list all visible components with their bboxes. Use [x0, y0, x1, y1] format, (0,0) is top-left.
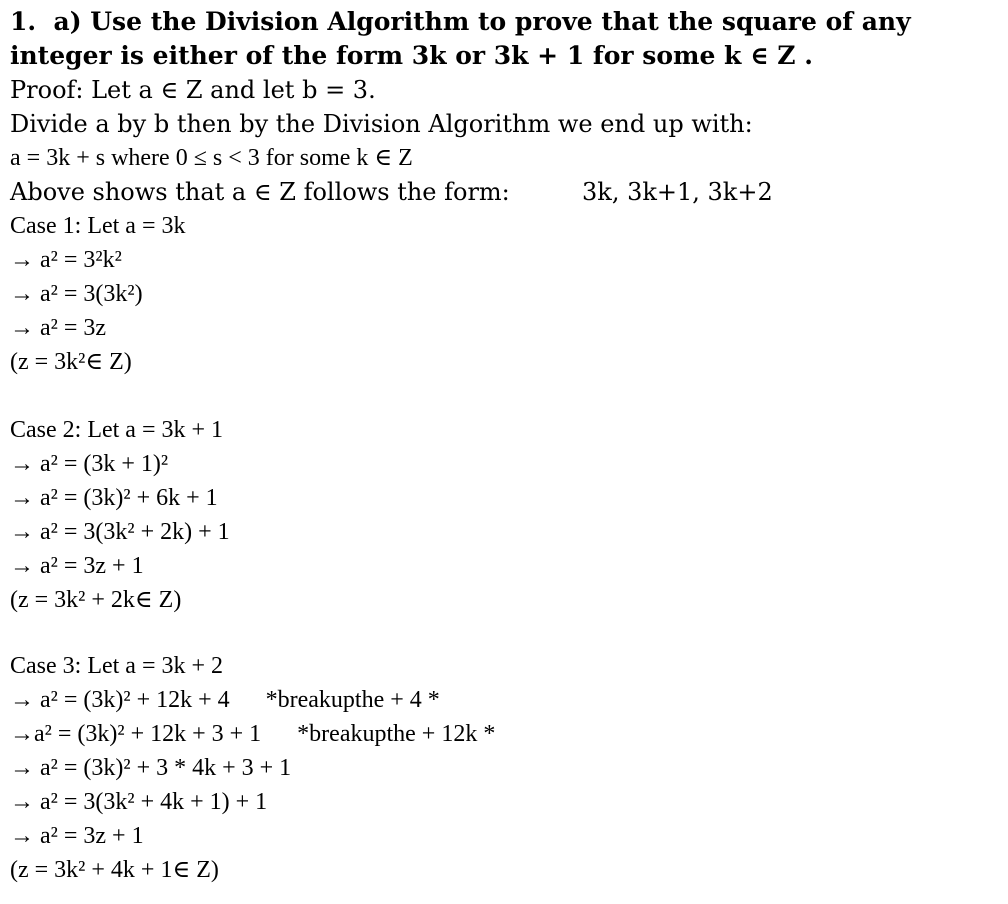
forms-label: Above shows that a ∈ Z follows the form: [10, 178, 510, 206]
case-1-step: → a² = 3(3k²) [10, 281, 143, 307]
case-2-heading: Case 2: Let a = 3k + 1 [10, 417, 224, 443]
case-3-step: → a² = 3z + 1 [10, 823, 144, 849]
case-3-step: → a² = (3k)² + 3 * 4k + 3 + 1 [10, 755, 292, 781]
case-2-step: → a² = (3k + 1)² [10, 451, 169, 477]
case-3-step: → a² = 3(3k² + 4k + 1) + 1 [10, 789, 268, 815]
problem-statement-line-2: integer is either of the form 3k or 3k + 1 for some k ∈ Z . [10, 41, 813, 70]
case-3-step: → a² = (3k)² + 12k + 4 *breakupthe + 4 * [10, 687, 440, 713]
division-result: a = 3k + s where 0 ≤ s < 3 for some k ∈ Z [10, 145, 413, 171]
case-2-step: → a² = 3z + 1 [10, 553, 144, 579]
case-3-step: (z = 3k² + 4k + 1∈ Z) [10, 857, 219, 883]
problem-statement-line-1: 1. a) Use the Division Algorithm to prove that the square of any [10, 7, 911, 36]
case-3-step: →a² = (3k)² + 12k + 3 + 1 *breakupthe + 12k * [10, 721, 496, 747]
case-2-step: → a² = (3k)² + 6k + 1 [10, 485, 218, 511]
case-1-heading: Case 1: Let a = 3k [10, 213, 186, 239]
forms-value: 3k, 3k+1, 3k+2 [582, 178, 773, 206]
case-1-step: → a² = 3²k² [10, 247, 122, 273]
proof-intro: Proof: Let a ∈ Z and let b = 3. [10, 76, 376, 104]
case-2-step: (z = 3k² + 2k∈ Z) [10, 587, 182, 613]
case-2-step: → a² = 3(3k² + 2k) + 1 [10, 519, 230, 545]
case-1-step: (z = 3k²∈ Z) [10, 349, 132, 375]
case-1-step: → a² = 3z [10, 315, 107, 341]
division-statement: Divide a by b then by the Division Algorithm we end up with: [10, 110, 753, 138]
case-3-heading: Case 3: Let a = 3k + 2 [10, 653, 224, 679]
